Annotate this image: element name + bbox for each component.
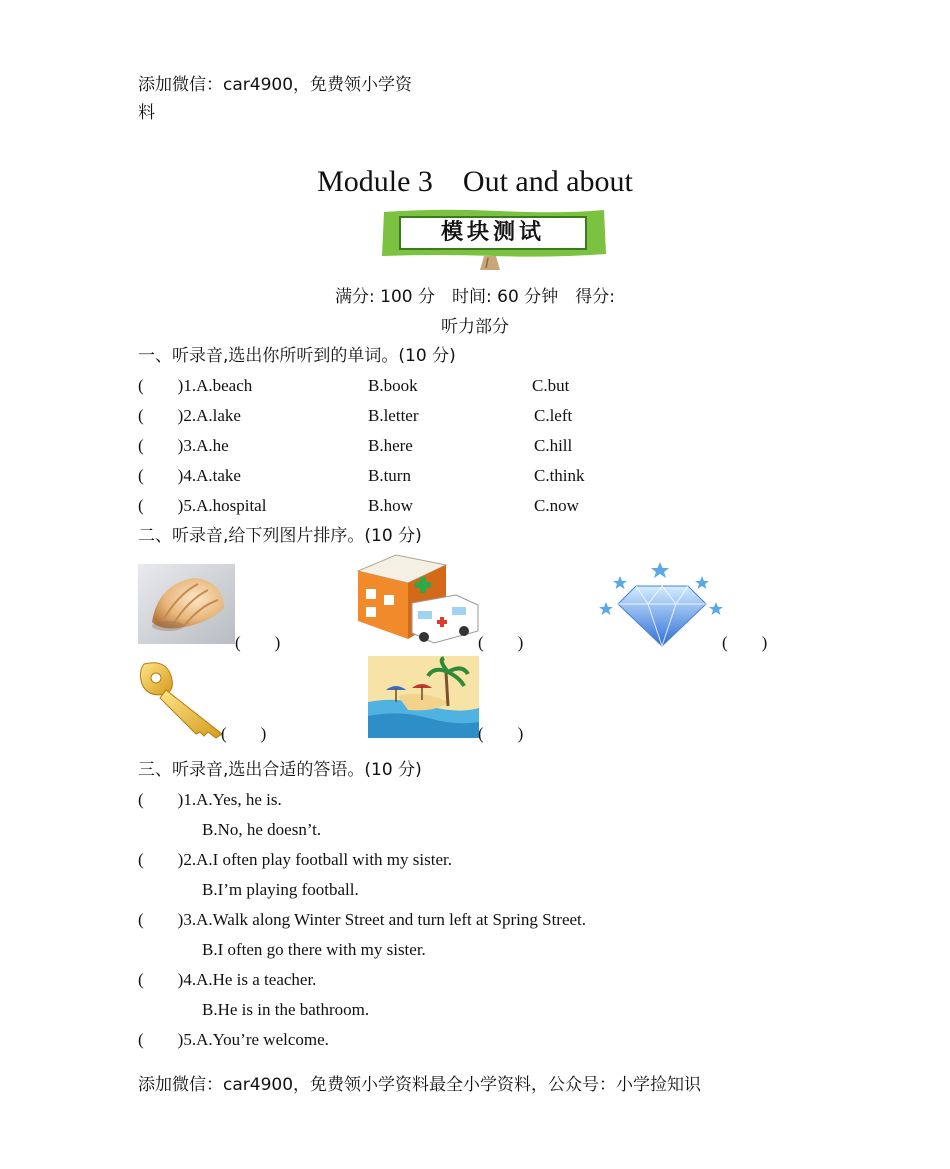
footer-note: 添加微信：car4900，免费领小学资料最全小学资料，公众号：小学捡知识 [138,1075,702,1095]
s3-item-3-a: ( )3.A.Walk along Winter Street and turn left at Spring Street. [138,910,587,929]
s1-item-4-b: B.turn [368,466,411,485]
shell-answer-blank[interactable]: ( ) [235,633,281,652]
s3-item-4-a: ( )4.A.He is a teacher. [138,970,317,989]
s1-item-1-c: C.but [532,376,570,395]
s1-item-2: ( )2.A.lake [138,406,241,425]
s1-item-1-b: B.book [368,376,418,395]
beach-answer-blank[interactable]: ( ) [478,724,524,743]
section2-heading: 二、听录音,给下列图片排序。(10 分) [138,526,422,546]
s3-item-1-b: B.No, he doesn’t. [202,820,322,839]
s1-item-3: ( )3.A.he [138,436,229,455]
score-info: 满分: 100 分 时间: 60 分钟 得分: [335,287,615,307]
header-line-2: 料 [138,103,155,123]
s1-item-1: ( )1.A.beach [138,376,253,395]
diamond-icon [598,560,726,648]
beach-icon [368,656,479,738]
shell-picture [138,564,235,644]
s1-item-5-c: C.now [534,496,579,515]
key-icon [138,660,226,740]
s1-item-5-b: B.how [368,496,413,515]
s1-item-2-c: C.left [534,406,573,425]
hospital-icon [356,551,480,646]
beach-picture [368,656,479,738]
s1-item-2-b: B.letter [368,406,419,425]
hospital-picture [356,551,480,646]
s3-item-3-b: B.I often go there with my sister. [202,940,426,959]
shell-icon [138,564,235,644]
badge-text: 模块测试 [440,220,545,245]
section1-heading: 一、听录音,选出你所听到的单词。(10 分) [138,346,456,366]
s3-item-5-a: ( )5.A.You’re welcome. [138,1030,329,1049]
diamond-picture [598,560,726,648]
s1-item-4: ( )4.A.take [138,466,241,485]
header-line-1: 添加微信：car4900，免费领小学资 [138,75,413,95]
s1-item-3-c: C.hill [534,436,573,455]
key-picture [138,660,226,740]
s3-item-2-a: ( )2.A.I often play football with my sister. [138,850,452,869]
listening-part-heading: 听力部分 [441,317,509,337]
s3-item-4-b: B.He is in the bathroom. [202,1000,370,1019]
s3-item-1-a: ( )1.A.Yes, he is. [138,790,282,809]
page-title: Module 3 Out and about [317,165,633,198]
key-answer-blank[interactable]: ( ) [221,724,267,743]
s1-item-4-c: C.think [534,466,585,485]
diamond-answer-blank[interactable]: ( ) [722,633,768,652]
s1-item-3-b: B.here [368,436,413,455]
module-test-badge [380,206,608,272]
section3-heading: 三、听录音,选出合适的答语。(10 分) [138,760,422,780]
s3-item-2-b: B.I’m playing football. [202,880,359,899]
s1-item-5: ( )5.A.hospital [138,496,267,515]
hospital-answer-blank[interactable]: ( ) [478,633,524,652]
